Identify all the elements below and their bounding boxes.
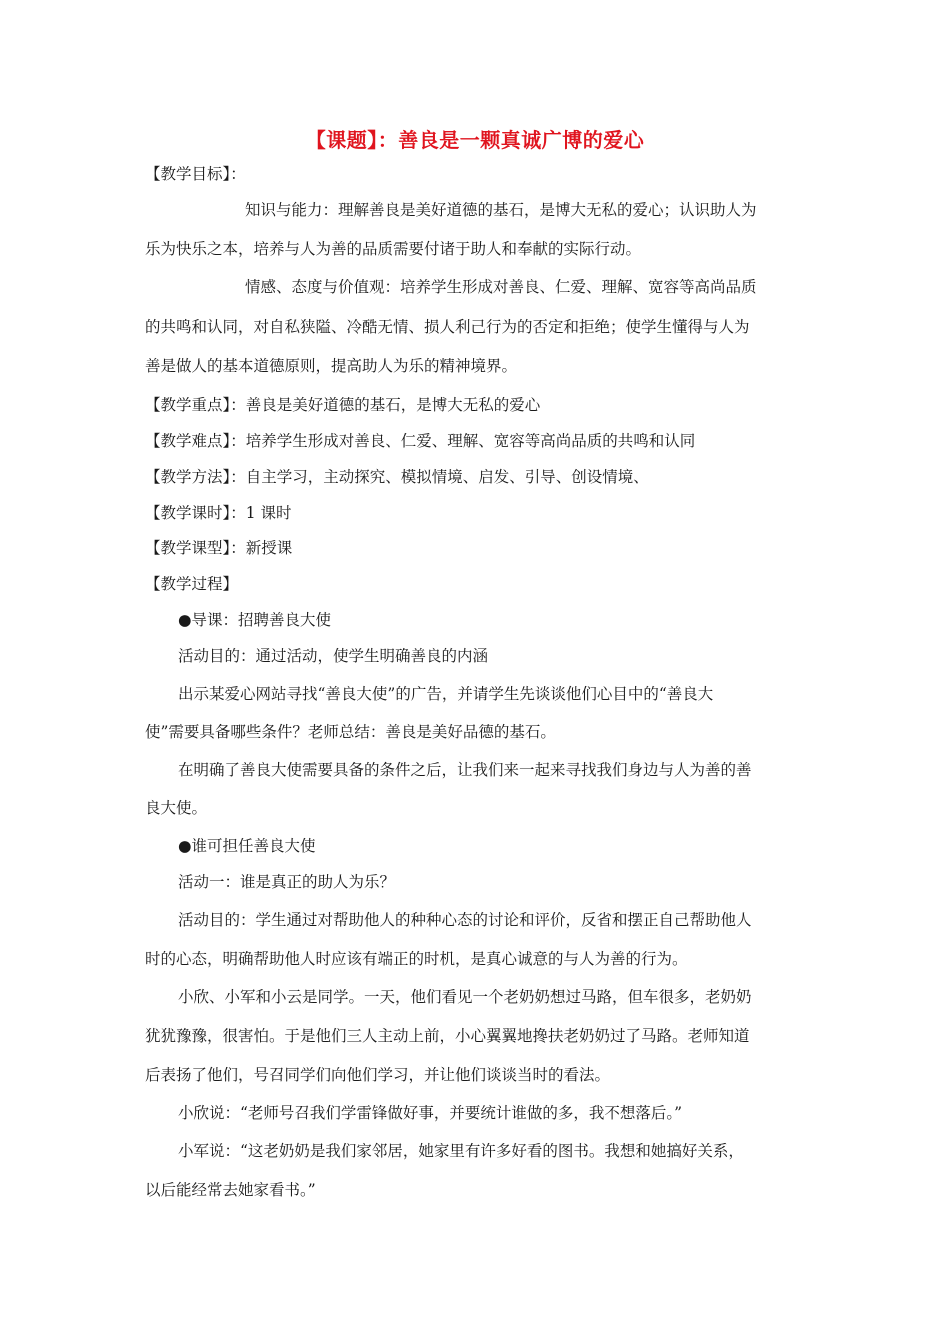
text-line: 以后能经常去她家看书。” xyxy=(145,1181,316,1199)
text-line: 【教学方法】：自主学习，主动探究、模拟情境、启发、引导、创设情境、 xyxy=(145,468,649,486)
text-line: 小欣说：“老师号召我们学雷锋做好事，并要统计谁做的多，我不想落后。” xyxy=(178,1104,683,1122)
text-line: 【教学过程】 xyxy=(145,575,239,593)
text-line: 活动目的：学生通过对帮助他人的种种心态的讨论和评价，反省和摆正自己帮助他人 xyxy=(178,911,752,929)
text-line: 良大使。 xyxy=(145,799,208,817)
text-line: 小欣、小军和小云是同学。一天，他们看见一个老奶奶想过马路，但车很多，老奶奶 xyxy=(178,988,752,1006)
text-line: 出示某爱心网站寻找“善良大使”的广告，并请学生先谈谈他们心目中的“善良大 xyxy=(178,685,714,703)
text-line: 【教学课型】：新授课 xyxy=(145,539,293,557)
text-line: 知识与能力：理解善良是美好道德的基石，是博大无私的爱心；认识助人为 xyxy=(245,201,757,219)
text-line: 活动一：谁是真正的助人为乐？ xyxy=(178,873,396,891)
text-line: 在明确了善良大使需要具备的条件之后，让我们来一起来寻找我们身边与人为善的善 xyxy=(178,761,752,779)
text-line: 情感、态度与价值观：培养学生形成对善良、仁爱、理解、宽容等高尚品质 xyxy=(245,278,757,296)
text-line: ●导课：招聘善良大使 xyxy=(178,611,332,629)
text-line: 时的心态，明确帮助他人时应该有端正的时机，是真心诚意的与人为善的行为。 xyxy=(145,950,688,968)
text-line: 善是做人的基本道德原则，提高助人为乐的精神境界。 xyxy=(145,357,518,375)
lesson-title: 【课题】：善良是一颗真诚广博的爱心 xyxy=(305,128,645,152)
text-line: 小军说：“这老奶奶是我们家邻居，她家里有许多好看的图书。我想和她搞好关系， xyxy=(178,1142,744,1160)
text-line: 【教学课时】：1 课时 xyxy=(145,504,292,522)
text-line: 【教学重点】：善良是美好道德的基石，是博大无私的爱心 xyxy=(145,396,541,414)
text-line: 乐为快乐之本，培养与人为善的品质需要付诸于助人和奉献的实际行动。 xyxy=(145,240,642,258)
text-line: 犹犹豫豫，很害怕。于是他们三人主动上前，小心翼翼地搀扶老奶奶过了马路。老师知道 xyxy=(145,1027,750,1045)
text-line: ●谁可担任善良大使 xyxy=(178,837,316,855)
text-line: 的共鸣和认同，对自私狭隘、冷酷无情、损人利己行为的否定和拒绝；使学生懂得与人为 xyxy=(145,318,750,336)
text-line: 使”需要具备哪些条件？老师总结：善良是美好品德的基石。 xyxy=(145,723,556,741)
text-line: 活动目的：通过活动，使学生明确善良的内涵 xyxy=(178,647,489,665)
text-line: 后表扬了他们，号召同学们向他们学习，并让他们谈谈当时的看法。 xyxy=(145,1066,611,1084)
text-line: 【教学难点】：培养学生形成对善良、仁爱、理解、宽容等高尚品质的共鸣和认同 xyxy=(145,432,696,450)
text-line: 【教学目标】： xyxy=(145,165,246,183)
